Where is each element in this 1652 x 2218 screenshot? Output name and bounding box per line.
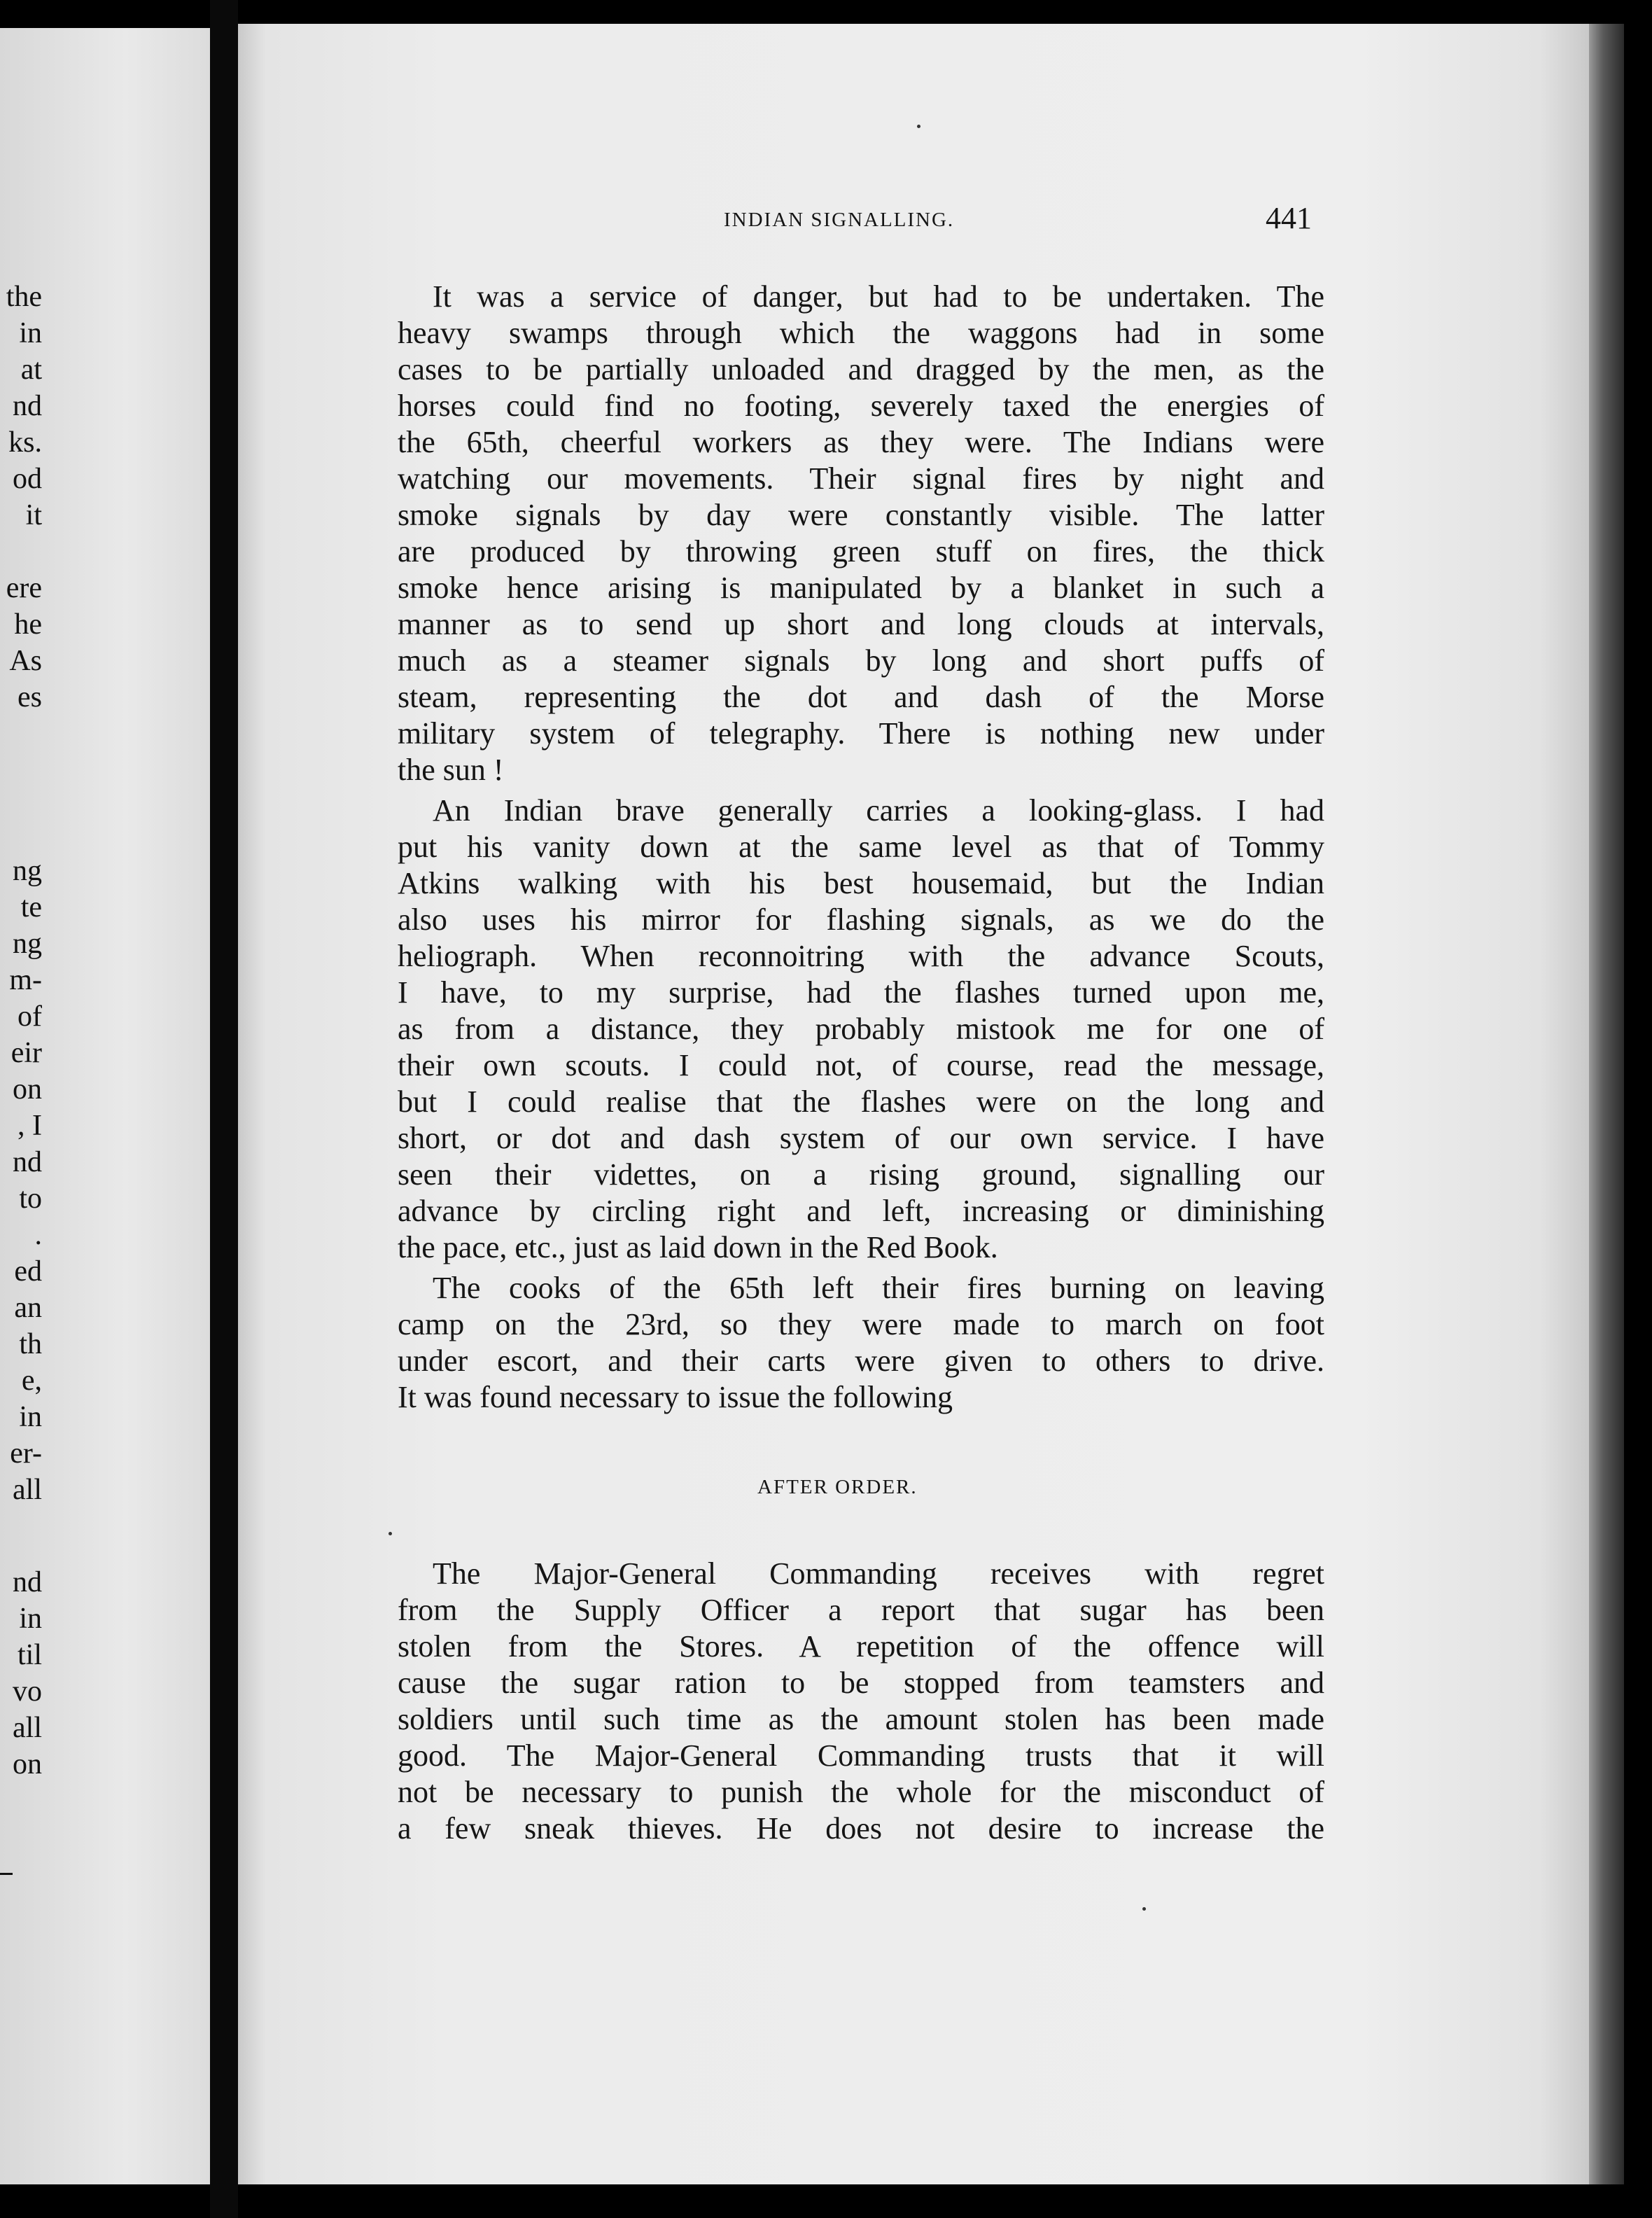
text-line: but I could realise that the flashes were on the long and [398,1084,1324,1119]
text-line: also uses his mirror for flashing signals, as we do the [398,902,1324,937]
text-line: smoke hence arising is manipulated by a blanket in such a [398,571,1324,605]
facing-page-line-ending: e, [21,1365,42,1397]
page-edge-shadow [1589,24,1624,2184]
facing-page-line-ending: to [19,1183,42,1215]
text-line: the 65th, cheerful workers as they were. The Indians were [398,425,1324,459]
text-line: smoke signals by day were constantly visible. The latter [398,498,1324,532]
text-line: horses could find no footing, severely taxed the energies of [398,389,1324,423]
facing-page-line-ending: , I [18,1110,42,1142]
scan-speck [388,1532,392,1535]
facing-page-line-ending: at [20,354,42,386]
facing-page-line-ending: nd [13,1566,42,1598]
facing-page-line-ending: th [19,1328,42,1360]
text-line: much as a steamer signals by long and short puffs of [398,643,1324,678]
text-line: heavy swamps through which the waggons had in some [398,316,1324,350]
facing-page-rule [0,1873,13,1875]
text-line: their own scouts. I could not, of course, read the message, [398,1048,1324,1082]
text-line: good. The Major-General Commanding trusts that it will [398,1738,1324,1773]
text-line: military system of telegraphy. There is nothing new under [398,716,1324,751]
facing-page-line-ending: te [20,891,42,923]
text-line: It was found necessary to issue the following [398,1380,953,1414]
text-line: stolen from the Stores. A repetition of the offence will [398,1629,1324,1664]
facing-page-line-ending: nd [13,390,42,422]
section-heading: AFTER ORDER. [757,1476,918,1498]
facing-page-line-ending: ng [13,855,42,887]
text-line: are produced by throwing green stuff on fires, the thick [398,534,1324,569]
text-line: cases to be partially unloaded and dragged by the men, as the [398,352,1324,386]
facing-page-line-ending: the [6,281,42,313]
facing-page-line-ending: . [34,1219,42,1251]
text-line: seen their videttes, on a rising ground, signalling our [398,1157,1324,1192]
facing-page-line-ending: ks. [8,426,42,459]
facing-page-line-ending: in [19,1603,42,1635]
facing-page-line-ending: in [19,1401,42,1433]
text-line: as from a distance, they probably mistook me for one of [398,1012,1324,1046]
facing-page-line-ending: ere [6,572,42,604]
text-line: Atkins walking with his best housemaid, but the Indian [398,866,1324,900]
text-line: the pace, etc., just as laid down in the Red Book. [398,1230,998,1264]
scan-speck [917,125,920,128]
facing-page-line-ending: it [25,499,42,531]
facing-page-line-ending: nd [13,1146,42,1178]
facing-page-line-ending: ed [14,1255,42,1288]
text-line: not be necessary to punish the whole for the misconduct of [398,1775,1324,1809]
text-line: steam, representing the dot and dash of the Morse [398,680,1324,714]
text-line: manner as to send up short and long clouds at intervals, [398,607,1324,641]
facing-page-line-ending: od [13,463,42,495]
text-line: watching our movements. Their signal fires by night and [398,461,1324,496]
facing-page-line-ending: m- [9,964,42,996]
facing-page-left [0,28,210,2184]
facing-page-line-ending: eir [10,1037,42,1069]
text-line: soldiers until such time as the amount stolen has been made [398,1702,1324,1736]
text-line: camp on the 23rd, so they were made to march on foot [398,1307,1324,1341]
facing-page-line-ending: he [14,608,42,641]
text-line: the sun ! [398,753,504,787]
text-line: from the Supply Officer a report that sugar has been [398,1593,1324,1627]
running-head: INDIAN SIGNALLING. [724,209,955,231]
facing-page-line-ending: til [17,1639,42,1671]
text-line: advance by circling right and left, increasing or diminishing [398,1194,1324,1228]
facing-page-line-ending: ng [13,928,42,960]
facing-page-line-ending: on [13,1748,42,1780]
text-line: a few sneak thieves. He does not desire to increase the [398,1811,1324,1846]
facing-page-line-ending: an [14,1292,42,1324]
text-line: It was a service of danger, but had to be undertaken. The [433,279,1324,314]
scan-speck [1142,1907,1146,1911]
text-line: An Indian brave generally carries a looking-glass. I had [433,793,1324,828]
text-line: The cooks of the 65th left their fires burning on leaving [433,1271,1324,1305]
facing-page-line-ending: all [13,1474,42,1506]
text-line: The Major-General Commanding receives with regret [433,1556,1324,1591]
page-number: 441 [1266,201,1312,235]
facing-page-line-ending: er- [10,1437,42,1470]
facing-page-line-ending: all [13,1712,42,1744]
facing-page-line-ending: of [18,1000,42,1033]
text-line: heliograph. When reconnoitring with the advance Scouts, [398,939,1324,973]
facing-page-line-ending: on [13,1073,42,1105]
text-line: short, or dot and dash system of our own service. I have [398,1121,1324,1155]
text-line: put his vanity down at the same level as that of Tommy [398,830,1324,864]
facing-page-line-ending: As [9,645,42,677]
text-line: under escort, and their carts were given to others to drive. [398,1344,1324,1378]
book-gutter [210,0,238,2218]
text-line: I have, to my surprise, had the flashes turned upon me, [398,975,1324,1010]
facing-page-line-ending: vo [13,1675,42,1708]
facing-page-line-ending: es [18,681,42,713]
facing-page-line-ending: in [19,317,42,349]
text-line: cause the sugar ration to be stopped from teamsters and [398,1666,1324,1700]
